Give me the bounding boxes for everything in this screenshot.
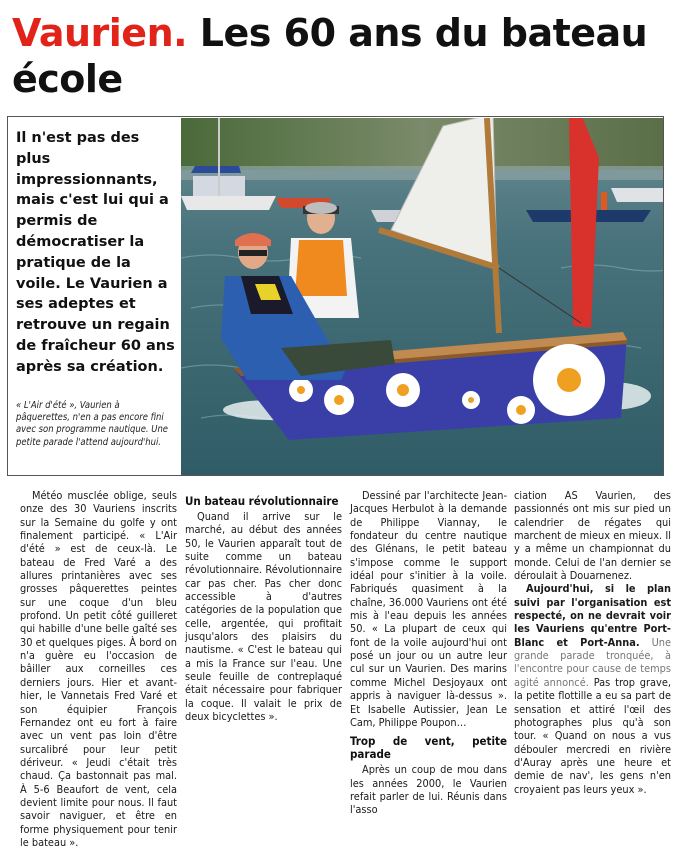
subheading-parade: Trop de vent, petite parade xyxy=(350,734,507,762)
article-column-1 xyxy=(20,489,177,849)
article-paragraph: Dessiné par l'architecte Jean-Jacques Herbulot à la demande de Philippe Viannay, le fondateur du centre nautique des Glénans, le petit bateau s'impose comme le support idéal pour s'initier à la voile. Fabriqués quasiment à la chaîne, 36.000 Vauriens ont été mis à l'eau depuis les années 50. « La plupart de ceux qui font de la voile aujourd'hui ont posé un jour ou un autre leur cul sur un Vaurien. Des marins comme Michel Desjoyaux ont appris à naviguer là-dessus ». Et Isabelle Autissier, Jean Le Cam, Philippe Poupon… xyxy=(350,489,507,729)
article-column-4 xyxy=(514,489,671,796)
article-paragraph-final xyxy=(514,582,671,796)
article-paragraph: Après un coup de mou dans les années 2000, le Vaurien refait parler de lui. Réunis dans l'asso xyxy=(350,763,507,817)
headline-title: Les 60 ans du bateau école xyxy=(12,11,648,101)
article-highlight: Aujourd'hui, si le plan suivi par l'organisation est respecté, on ne devrait voir les Vauriens qu'entre Port-Blanc et Port-Anna. xyxy=(514,582,671,649)
article-paragraph: Météo musclée oblige, seuls onze des 30 Vauriens inscrits sur la Semaine du golfe y ont finalement participé. « L'Air d'été » est de ceux-là. Le bateau de Fred Varé a des allures printanières avec ses grosses pâquerettes peintes sur une coque d'un bleu profond. Un petit côté guilleret qui habille d'une belle gaîté ses 30 et quelques piges. À bord on n'a guère eu l'occasion de bâiller aux corneilles ces derniers jours. Hier et avant-hier, le Vannetais Fred Varé et son équipier François Fernandez ont eu fort à faire avec un vent pas loin d'être surcalibré pour leur petit dériveur. « Jeudi c'était très chaud. Ça bastonnait pas mal. À 5-6 Beaufort de vent, cela devient limite pour nous. Il faut savoir naviguer, et être en forme physiquement pour tenir le bateau ». xyxy=(20,489,177,849)
subheading-revolutionary: Un bateau révolutionnaire xyxy=(185,494,339,508)
article-paragraph: ciation AS Vaurien, des passionnés ont mis sur pied un calendrier de régates qui marchent de mieux en mieux. Il y a même un championnat du monde. Celui de l'an dernier se déroulait à Douarnenez. xyxy=(514,489,671,583)
sailing-photo-illustration xyxy=(181,118,663,475)
article-paragraph: Quand il arrive sur le marché, au début des années 50, le Vaurien apparaît tout de suite comme un bateau révolutionnaire. Révolutionnaire car pas cher. Pas cher donc accessible à d'autres catégories de la population que celle, argentée, qui profitait jusqu'alors des plaisirs du nautisme. « C'est le bateau qui a mis la France sur l'eau. Une seule feuille de contreplaqué était nécessaire pour fabriquer la coque. Il valait le prix de deux bicyclettes ». xyxy=(185,510,342,724)
article-faded-text: Une grande parade tronquée, à l'encontre pour cause de temps agité annoncé. xyxy=(514,635,671,689)
headline-brand: Vaurien. xyxy=(12,11,188,55)
headline xyxy=(12,10,672,102)
article-column-2 xyxy=(185,489,342,724)
intro-text: Il n'est pas des plus impressionnants, mais c'est lui qui a permis de démocratiser la pratique de la voile. Le Vaurien a ses adeptes et retrouve un regain de fraîcheur 60 ans après sa création. xyxy=(16,130,175,375)
sailing-photo xyxy=(181,118,663,475)
photo-caption: « L'Air d'été », Vaurien à pâquerettes, n'en a pas encore fini avec son programme nautique. Une petite parade l'attend aujourd'hui. xyxy=(16,400,168,448)
article-column-3 xyxy=(350,489,507,817)
article-closing-text: Pas trop grave, la petite flottille a eu sa part de sensation et attiré l'œil des photographes plus qu'à son tour. « Quand on nous a vus débouler mercredi en rivière d'Auray après une heure et demie de nav', les gens n'en croyaient pas leurs yeux ». xyxy=(514,675,671,796)
